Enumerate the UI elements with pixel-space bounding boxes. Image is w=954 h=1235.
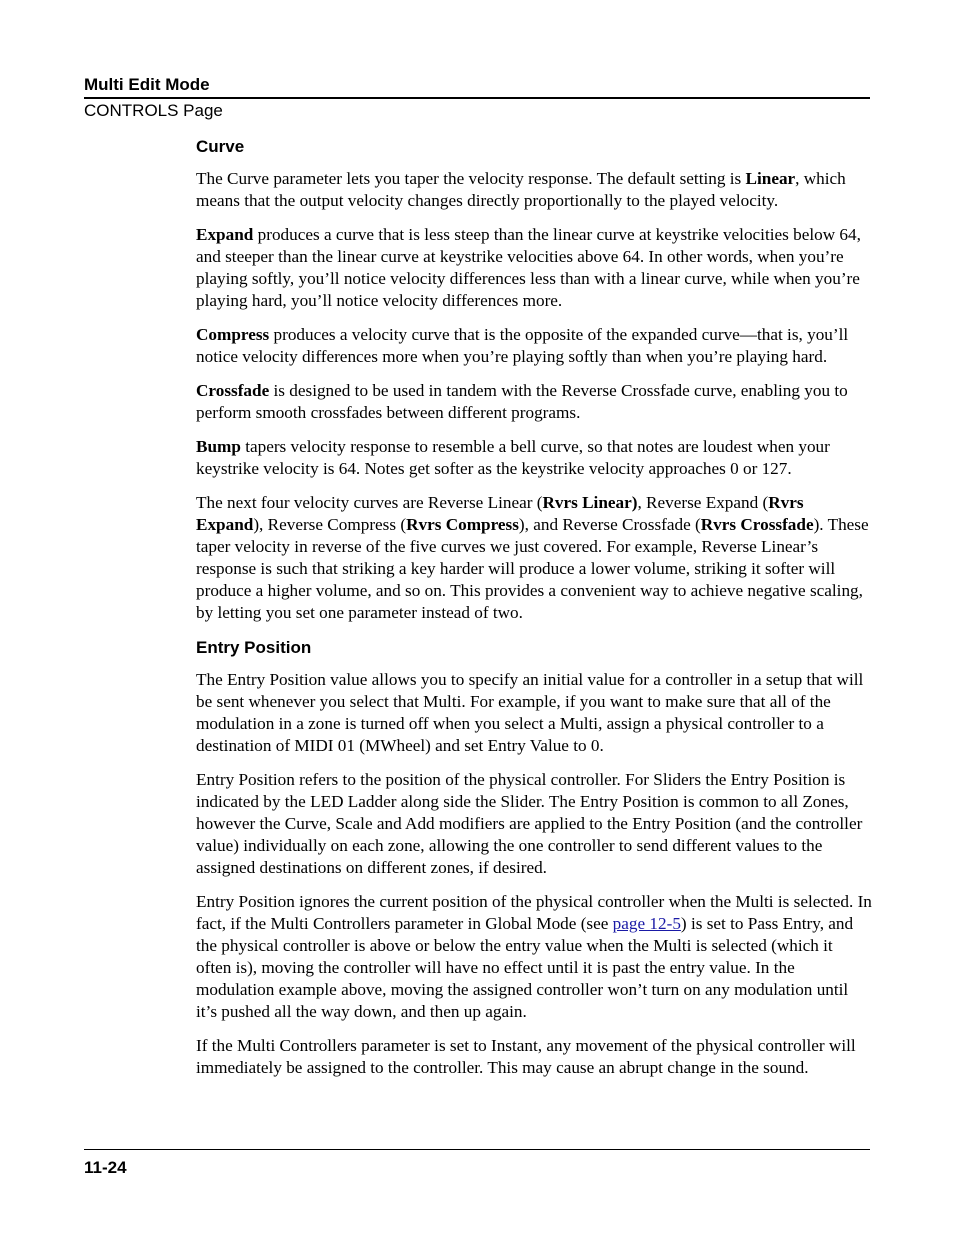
paragraph-crossfade [196, 380, 872, 424]
text-run: , Reverse Expand ( [637, 493, 769, 512]
text-run: produces a curve that is less steep than the linear curve at keystrike velocities below 64, and steeper than the linear curve at keystrike velocities above 64. In other words, when you’re playing softly, you’ll notice velocity differences less than with a linear curve, while when you’re playing hard, you’ll notice velocity differences more. [196, 225, 861, 310]
page-link[interactable]: page 12-5 [612, 914, 681, 933]
paragraph-entry-instant: If the Multi Controllers parameter is set to Instant, any movement of the physical controller will immediately be assigned to the controller. This may cause an abrupt change in the sound. [196, 1036, 856, 1077]
paragraph-bump [196, 436, 872, 480]
section-heading-curve: Curve [196, 137, 245, 156]
paragraph-entry-physical: Entry Position refers to the position of the physical controller. For Sliders the Entry Position is indicated by the LED Ladder along side the Slider. The Entry Position is common to all Zones, however the Curve, Scale and Add modifiers are applied to the Entry Position (and the controller value) individually on each zone, allowing the one controller to send different values to the assigned destinations on different zones, if desired. [196, 770, 863, 877]
paragraph-entry-intro: The Entry Position value allows you to specify an initial value for a controller in a setup that will be sent whenever you select that Multi. For example, if you want to make sure that all of the modulation in a zone is turned off when you select a Multi, assign a physical controller to a destination of MIDI 01 (MWheel) and set Entry Value to 0. [196, 670, 864, 755]
paragraph-expand [196, 224, 872, 312]
text-run: ) is set to Pass Entry, and the physical controller is above or below the entry value when the Multi is selected (which it often is), moving the controller will have no effect until it is past the entry value. In the modulation example above, moving the assigned controller won’t turn on any modulation until it’s pushed all the way down, and then up again. [196, 914, 854, 1021]
bold-term-bump: Bump [196, 437, 241, 456]
bold-term-compress: Compress [196, 325, 270, 344]
bold-term-rvrs-expand: Rvrs Expand [196, 493, 804, 534]
text-run: ), and Reverse Crossfade ( [518, 515, 701, 534]
page-number: 11-24 [84, 1158, 127, 1177]
header-rule [84, 97, 870, 99]
text-run: The Curve parameter lets you taper the velocity response. The default setting is [196, 169, 746, 188]
bold-term-crossfade: Crossfade [196, 381, 270, 400]
bold-term-expand: Expand [196, 225, 254, 244]
text-run: ), Reverse Compress ( [253, 515, 407, 534]
text-run: , which means that the output velocity changes directly proportionally to the played velocity. [196, 169, 846, 210]
text-run: Entry Position ignores the current position of the physical controller when the Multi is selected. In fact, if the Multi Controllers parameter in Global Mode (see [196, 892, 872, 933]
paragraph-entry-ignores [196, 891, 872, 1023]
footer-rule [84, 1149, 870, 1150]
text-run: produces a velocity curve that is the opposite of the expanded curve—that is, you’ll notice velocity differences more when you’re playing softly than when you’re playing hard. [196, 325, 849, 366]
running-header-title: Multi Edit Mode [84, 75, 210, 94]
bold-term-rvrs-compress: Rvrs Compress [406, 515, 519, 534]
bold-term-rvrs-linear: Rvrs Linear) [542, 493, 638, 512]
section-heading-entry-position: Entry Position [196, 638, 312, 657]
bold-term-rvrs-crossfade: Rvrs Crossfade [700, 515, 814, 534]
text-run: is designed to be used in tandem with the Reverse Crossfade curve, enabling you to perform smooth crossfades between different programs. [196, 381, 848, 422]
main-content [196, 136, 872, 1091]
text-run: ). These taper velocity in reverse of the five curves we just covered. For example, Reverse Linear’s response is such that striking a key harder will produce a lower volume, striking it softer will produce a higher volume, and so on. This provides a convenient way to achieve negative scaling, by letting you set one parameter instead of two. [196, 515, 869, 622]
paragraph-curve-intro [196, 168, 872, 212]
paragraph-compress [196, 324, 872, 368]
text-run: The next four velocity curves are Reverse Linear ( [196, 493, 543, 512]
bold-term-linear: Linear [745, 169, 796, 188]
running-header-subtitle: CONTROLS Page [84, 101, 223, 120]
paragraph-reverse-curves [196, 492, 872, 624]
text-run: tapers velocity response to resemble a bell curve, so that notes are loudest when your keystrike velocity is 64. Notes get softer as the keystrike velocity approaches 0 or 127. [196, 437, 830, 478]
